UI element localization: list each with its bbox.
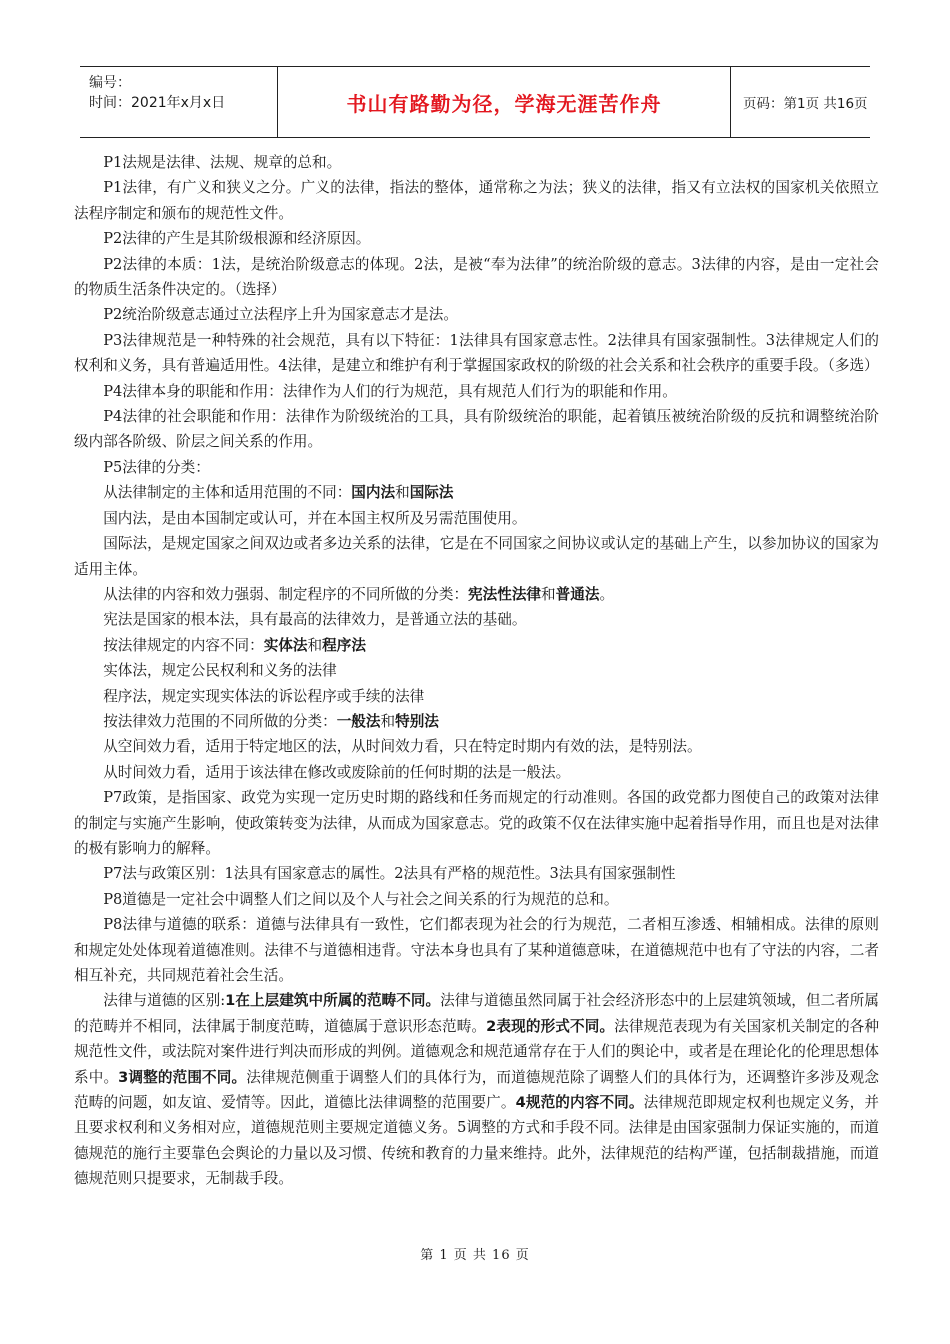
paragraph	[74, 175, 879, 226]
text-run: 从时间效力看，适用于该法律在修改或废除前的任何时期的法是一般法。	[103, 763, 571, 781]
time-label: 时间：2021年x月x日	[89, 95, 226, 111]
paragraph	[74, 658, 879, 683]
paragraph	[74, 684, 879, 709]
paragraph	[74, 633, 879, 658]
text-run: P1法规是法律、法规、规章的总和。	[103, 154, 342, 171]
text-run: 按法律效力范围的不同所做的分类：	[103, 712, 337, 730]
document-body	[74, 150, 879, 1192]
paragraph	[74, 760, 879, 785]
text-run: 从法律制定的主体和适用范围的不同：	[103, 484, 352, 502]
text-run: P8法律与道德的联系：道德与法律具有一致性，它们都表现为社会的行为规范，二者相互渗透、相辅相成。法律的原则和规定处处体现着道德准则。法律不与道德相违背。守法本身也具有了某种道德意味，在道德规范中也有了守法的内容，二者相互补充，共同规范着社会生活。	[74, 916, 879, 984]
bold-term: 国内法	[351, 484, 396, 502]
text-run: P2法律的产生是其阶级根源和经济原因。	[103, 230, 371, 248]
paragraph	[74, 150, 879, 175]
text-run: 从法律的内容和效力强弱、制定程序的不同所做的分类：	[103, 585, 469, 603]
text-run: 程序法，规定实现实体法的诉讼程序或手续的法律	[103, 687, 425, 705]
text-run: 国际法，是规定国家之间双边或者多边关系的法律，它是在不同国家之间协议或认定的基础上产生，以参加协议的国家为适用主体。	[74, 535, 879, 578]
text-run: 法律与道德虽然同属于社会经济形态中的上层建筑领域，但二者所属的范畴并不相同，法律属于制度范畴，道德属于意识形态范畴。	[74, 992, 879, 1035]
text-run: P5法律的分类：	[103, 458, 210, 476]
paragraph	[74, 531, 879, 582]
text-run: 法律与道德的区别:	[103, 992, 226, 1010]
header-motto-cell	[277, 67, 731, 137]
bold-term: 特别法	[395, 712, 439, 730]
text-run: P7政策，是指国家、政党为实现一定历史时期的路线和任务而规定的行动准则。各国的政党都力图使自己的政策对法律的制定与实施产生影响，使政策转变为法律，从而成为国家意志。党的政策不仅在法律实施中起着指导作用，而且也是对法律的极有影响力的解释。	[74, 789, 879, 857]
paragraph	[74, 734, 879, 759]
serial-label: 编号：	[89, 75, 131, 91]
paragraph	[74, 328, 879, 379]
text-run: 从空间效力看，适用于特定地区的法，从时间效力看，只在特定时期内有效的法，是特别法。	[103, 738, 702, 756]
bold-term: 3调整的范围不同。	[118, 1068, 247, 1086]
paragraph	[74, 709, 879, 734]
bold-term: 宪法性法律	[468, 585, 542, 603]
text-run: 国内法，是由本国制定或认可，并在本国主权所及另需范围使用。	[103, 509, 527, 527]
text-run: P8道德是一定社会中调整人们之间以及个人与社会之间关系的行为规范的总和。	[103, 890, 619, 908]
text-run: 和	[307, 636, 323, 654]
paragraph	[74, 252, 879, 303]
text-run: P7法与政策区别：1法具有国家意志的属性。2法具有严格的规范性。3法具有国家强制性	[103, 865, 676, 883]
text-run: 法律规范侧重于调整人们的具体行为，而道德规范除了调整人们的具体行为，还调整许多涉及观念范畴的问题，如友谊、爱情等。因此，道德比法律调整的范围要广。	[74, 1068, 879, 1112]
bold-term: 4规范的内容不同。	[515, 1094, 644, 1112]
text-run: P2统治阶级意志通过立法程序上升为国家意志才是法。	[103, 306, 458, 324]
paragraph	[74, 302, 879, 327]
motto: 书山有路勤为径，学海无涯苦作舟	[346, 91, 662, 116]
paragraph	[74, 404, 879, 455]
text-run: P4法律的社会职能和作用：法律作为阶级统治的工具，具有阶级统治的职能，起着镇压被统治阶级的反抗和调整统治阶级内部各阶级、阶层之间关系的作用。	[74, 408, 879, 451]
paragraph	[74, 480, 879, 505]
paragraph	[74, 455, 879, 480]
text-run: 按法律规定的内容不同：	[103, 636, 264, 654]
bold-term: 国际法	[409, 484, 454, 502]
paragraph	[74, 912, 879, 988]
text-run: 宪法是国家的根本法，具有最高的法律效力，是普通立法的基础。	[103, 611, 527, 629]
text-run: 和	[395, 484, 410, 502]
paragraph	[74, 506, 879, 531]
paragraph	[74, 785, 879, 861]
text-run: 和	[541, 585, 556, 603]
page-label: 页码：第1页 共16页	[743, 96, 868, 112]
bold-term: 普通法	[555, 585, 600, 603]
paragraph	[74, 582, 879, 607]
header-info	[80, 67, 277, 137]
text-run: 和	[380, 712, 396, 730]
bold-term: 实体法	[263, 636, 308, 654]
text-run: P2法律的本质：1法，是统治阶级意志的体现。2法，是被“奉为法律”的统治阶级的意志。3法律的内容，是由一定社会的物质生活条件决定的。（选择）	[74, 255, 879, 299]
text-run: P1法律，有广义和狭义之分。广义的法律，指法的整体，通常称之为法；狭义的法律，指又有立法权的国家机关依照立法程序制定和颁布的规范性文件。	[74, 179, 879, 222]
paragraph	[74, 861, 879, 886]
paragraph	[74, 988, 879, 1191]
header-page-cell	[731, 67, 870, 137]
bold-term: 1在上层建筑中所属的范畴不同。	[225, 992, 441, 1010]
text-run: P3法律规范是一种特殊的社会规范，具有以下特征：1法律具有国家意志性。2法律具有国家强制性。3法律规定人们的权利和义务，具有普遍适用性。4法律，是建立和维护有利于掌握国家政权的阶级的社会关系和社会秩序的重要手段。（多选）	[74, 331, 879, 375]
text-run: 。	[599, 585, 615, 603]
paragraph	[74, 226, 879, 251]
page-footer: 第 1 页 共 16 页	[420, 1248, 530, 1263]
paragraph	[74, 607, 879, 632]
bold-term: 2表现的形式不同。	[486, 1017, 615, 1035]
bold-term: 程序法	[322, 636, 366, 654]
text-run: P4法律本身的职能和作用：法律作为人们的行为规范，具有规范人们行为的职能和作用。	[103, 382, 677, 400]
text-run: 法律规范表现为有关国家机关制定的各种规范性文件，或法院对案件进行判决而形成的判例。道德观念和规范通常存在于人们的舆论中，或者是在理论化的伦理思想体系中。	[74, 1017, 879, 1086]
text-run: 实体法，规定公民权利和义务的法律	[103, 662, 337, 680]
paragraph	[74, 887, 879, 912]
paragraph	[74, 379, 879, 404]
bold-term: 一般法	[336, 712, 381, 730]
page-header	[80, 66, 870, 138]
text-run: 法律规范即规定权利也规定义务，并且要求权利和义务相对应，道德规范则主要规定道德义务。5调整的方式和手段不同。法律是由国家强制力保证实施的，而道德规范的施行主要靠色会舆论的力量以及习惯、传统和教育的力量来维持。此外，法律规范的结构严谨，包括制裁措施，而道德规范则只提要求，无制裁手段。	[74, 1094, 879, 1188]
